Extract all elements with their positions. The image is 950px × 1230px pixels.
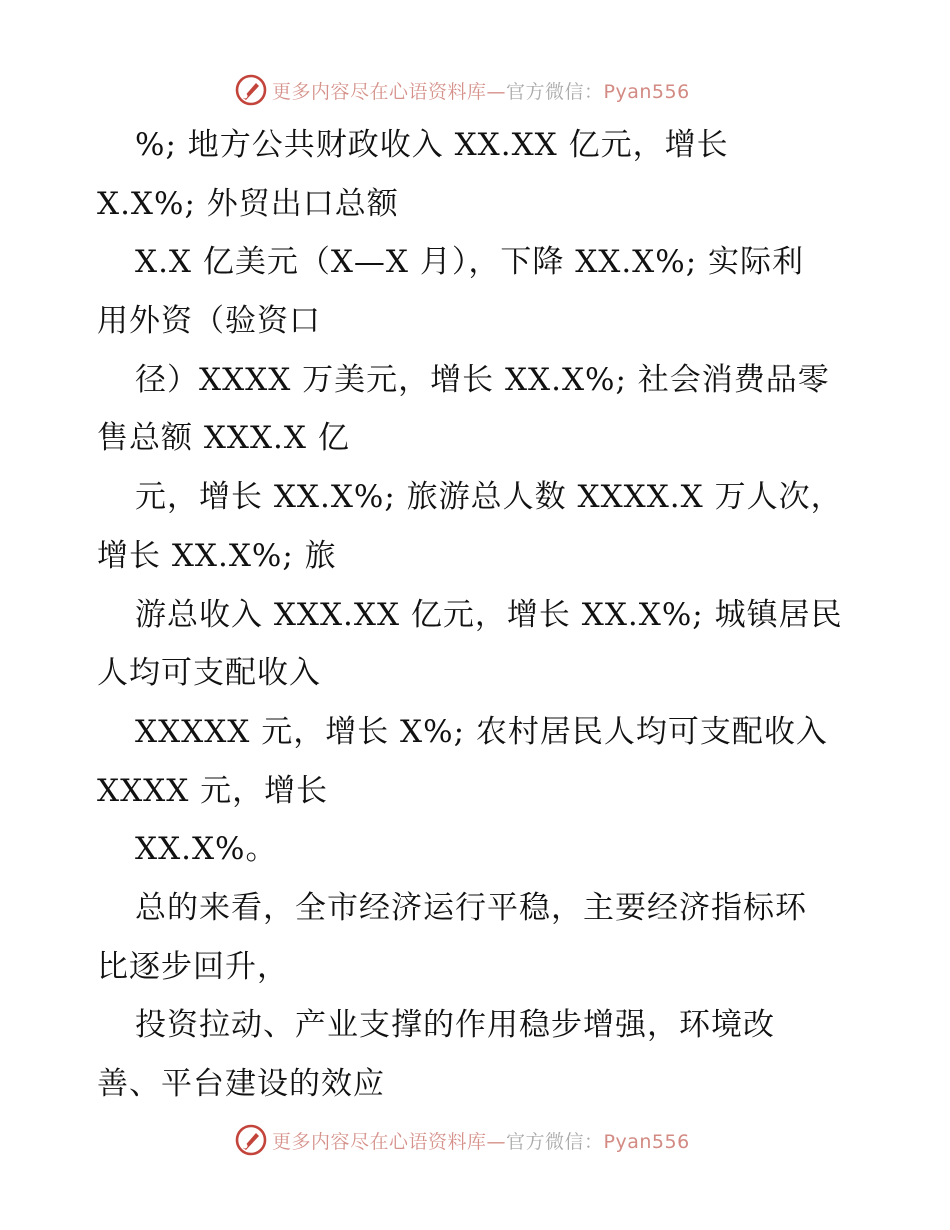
text-line: 比逐步回升， [97, 948, 289, 985]
text-line: 游总收入 XXX.XX 亿元，增长 XX.X%; 城镇居民 [135, 596, 843, 633]
pen-logo-icon [234, 1123, 268, 1157]
watermark-wechat-label: 官方微信： [506, 80, 604, 103]
text-line: X.X%; 外贸出口总额 [97, 185, 399, 222]
text-line: 投资拉动、产业支撑的作用稳步增强，环境改 [135, 1007, 775, 1044]
watermark-text [272, 1127, 690, 1154]
watermark-dash: — [486, 80, 507, 103]
watermark-title: 更多内容尽在心语资料库 [272, 80, 487, 103]
text-line: XXXXX 元，增长 X%; 农村居民人均可支配收入 [135, 713, 828, 750]
footer-watermark [234, 1122, 690, 1158]
text-line: 善、平台建设的效应 [97, 1066, 385, 1102]
watermark-wechat-id: Pyan556 [603, 80, 690, 103]
text-line: XXXX 元，增长 [97, 772, 329, 809]
watermark-title: 更多内容尽在心语资料库 [272, 1130, 487, 1153]
text-line: 总的来看，全市经济运行平稳，主要经济指标环 [135, 889, 807, 926]
pen-logo-icon [234, 73, 268, 107]
watermark-wechat-id: Pyan556 [603, 1130, 690, 1153]
text-line: XX.X%。 [135, 831, 278, 868]
text-line: 人均可支配收入 [97, 655, 321, 692]
header-watermark [234, 72, 690, 108]
watermark-text [272, 77, 690, 104]
text-line: 元，增长 XX.X%; 旅游总人数 XXXX.X 万人次， [135, 479, 843, 516]
text-line: X.X 亿美元（X—X 月），下降 XX.X%; 实际利 [135, 244, 805, 281]
text-line: 增长 XX.X%; 旅 [97, 537, 337, 574]
document-body [97, 116, 877, 1114]
watermark-dash: — [486, 1130, 507, 1153]
text-line: %; 地方公共财政收入 XX.XX 亿元，增长 [135, 127, 729, 163]
text-line: 售总额 XXX.X 亿 [97, 420, 350, 457]
text-line: 用外资（验资口 [97, 303, 321, 340]
watermark-wechat-label: 官方微信： [506, 1130, 604, 1153]
text-line: 径）XXXX 万美元，增长 XX.X%; 社会消费品零 [135, 361, 830, 398]
